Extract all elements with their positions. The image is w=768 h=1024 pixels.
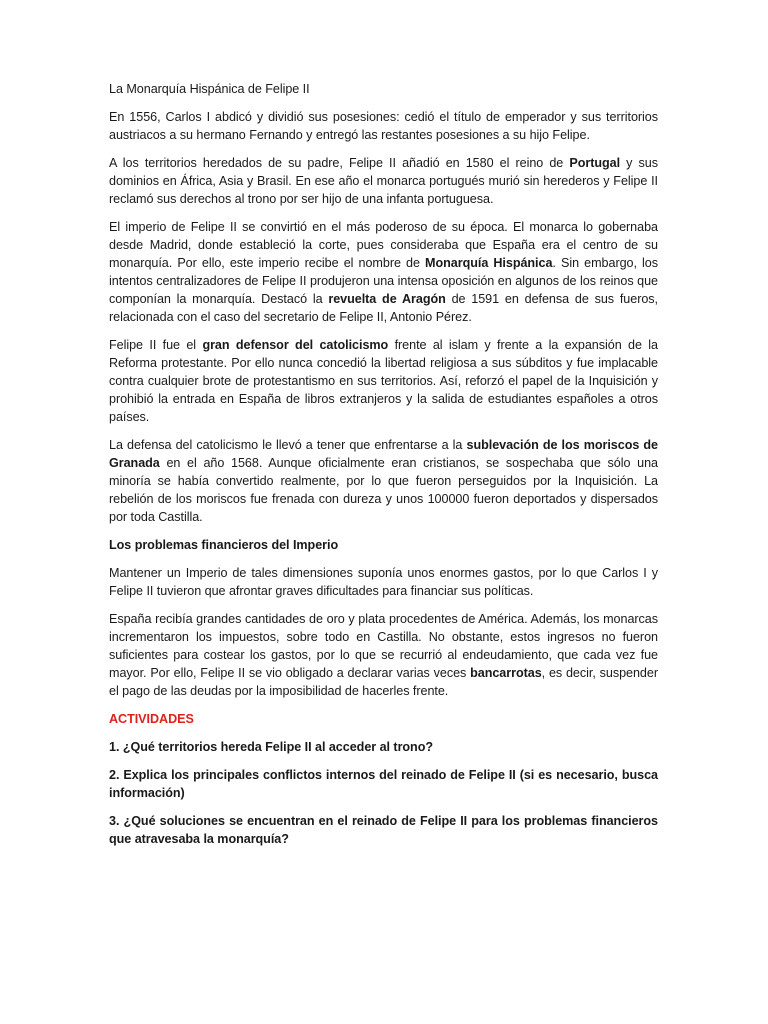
paragraph: La defensa del catolicismo le llevó a tener que enfrentarse a la sublevación de los moriscos de Granada en el año 1568. Aunque oficialmente eran cristianos, se sospechaba que sólo una minoría se había convertido realmente, por lo que fueron perseguidos por la Inquisición. La rebelión de los moriscos fue frenada con dureza y unos 100000 fueron deportados y dispersados por toda Castilla. xyxy=(109,438,659,524)
activities-heading: ACTIVIDADES xyxy=(109,712,194,726)
finance-section xyxy=(109,564,658,700)
paragraph: A los territorios heredados de su padre, Felipe II añadió en 1580 el reino de Portugal y sus dominios en África, Asia y Brasil. En ese año el monarca portugués murió sin herederos y Felipe II reclamó sus derechos al trono por ser hijo de una infanta portuguesa. xyxy=(109,156,658,206)
activities-section xyxy=(109,710,658,848)
activity-question: 3. ¿Qué soluciones se encuentran en el reinado de Felipe II para los problemas financieros que atravesaba la monarquía? xyxy=(109,814,658,846)
paragraph: España recibía grandes cantidades de oro y plata procedentes de América. Además, los monarcas incrementaron los impuestos, sobre todo en Castilla. No obstante, estos ingresos no fueron suficientes para costear los gastos, por lo que se recurrió al endeudamiento, que cada vez fue mayor. Por ello, Felipe II se vio obligado a declarar varias veces bancarrotas, es decir, suspender el pago de las deudas por la imposibilidad de hacerles frente. xyxy=(109,612,658,698)
emphasis-text: bancarrotas xyxy=(470,666,542,680)
paragraph: Mantener un Imperio de tales dimensiones suponía unos enormes gastos, por lo que Carlos I y Felipe II tuvieron que afrontar graves dificultades para financiar sus políticas. xyxy=(109,566,658,598)
emphasis-text: sublevación de los moriscos de Granada xyxy=(109,438,659,470)
emphasis-text: revuelta de Aragón xyxy=(328,292,446,306)
paragraph: Felipe II fue el gran defensor del catolicismo frente al islam y frente a la expansión de la Reforma protestante. Por ello nunca concedió la libertad religiosa a sus súbditos y fue implacable contra cualquier brote de protestantismo en sus territorios. Así, reforzó el papel de la Inquisición y prohibió la entrada en España de libros extranjeros y la salida de estudiantes españoles a otros países. xyxy=(109,338,658,424)
activity-question: 2. Explica los principales conflictos internos del reinado de Felipe II (si es necesario, busca información) xyxy=(109,768,658,800)
paragraph: El imperio de Felipe II se convirtió en el más poderoso de su época. El monarca lo gobernaba desde Madrid, donde estableció la corte, pues consideraba que España era el centro de su monarquía. Por ello, este imperio recibe el nombre de Monarquía Hispánica. Sin embargo, los intentos centralizadores de Felipe II produjeron una intensa oposición en algunos de los reinos que componían la monarquía. Destacó la revuelta de Aragón de 1591 en defensa de sus fueros, relacionada con el caso del secretario de Felipe II, Antonio Pérez. xyxy=(109,220,658,324)
document-title: La Monarquía Hispánica de Felipe II xyxy=(109,82,310,96)
intro-section xyxy=(109,108,658,526)
emphasis-text: Portugal xyxy=(569,156,621,170)
document-page xyxy=(109,80,658,858)
emphasis-text: Monarquía Hispánica xyxy=(425,256,553,270)
emphasis-text: gran defensor del catolicismo xyxy=(202,338,389,352)
activity-question: 1. ¿Qué territorios hereda Felipe II al acceder al trono? xyxy=(109,740,433,754)
paragraph: En 1556, Carlos I abdicó y dividió sus posesiones: cedió el título de emperador y sus territorios austriacos a su hermano Fernando y entregó las restantes posesiones a su hijo Felipe. xyxy=(109,110,658,142)
section-subtitle: Los problemas financieros del Imperio xyxy=(109,538,339,552)
